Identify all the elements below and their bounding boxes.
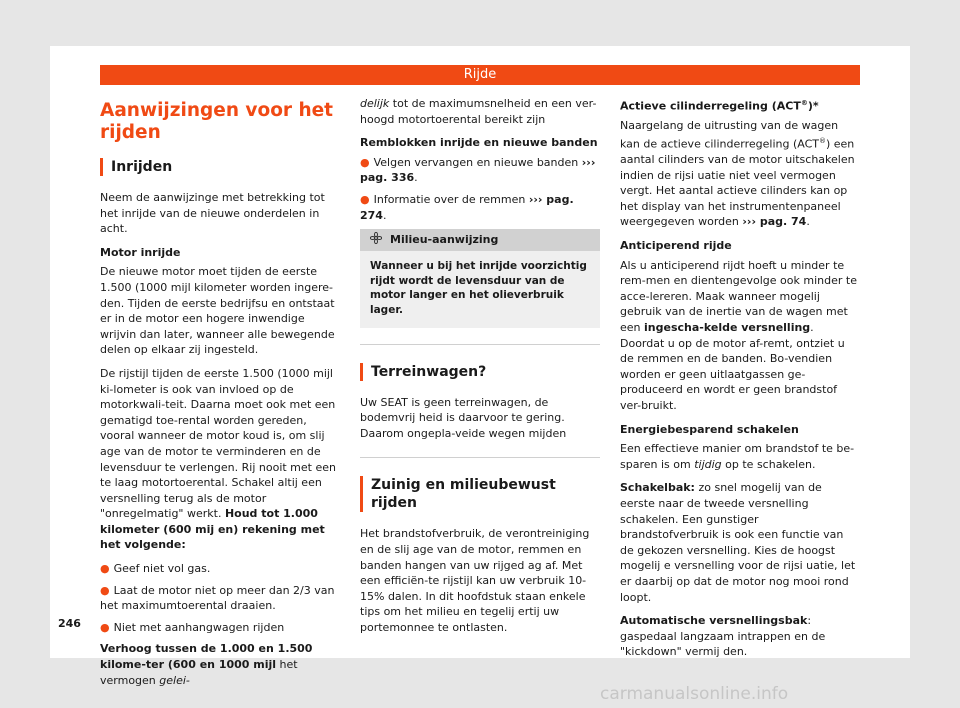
column-3 bbox=[620, 96, 860, 668]
eco-paragraph: Het brandstofverbruik, de verontreiniging en de slij age van de motor, remmen en banden hangen van uw rijged ag af. Met een efficiën-te rijstijl kan uw verbruik 10-15% dalen. In dit hoofdstuk staan enkele tips om het milieu en tegelij ertij uw portemonnee te ontlasten. bbox=[360, 527, 590, 634]
bullet-icon: ● bbox=[360, 155, 370, 169]
note-body: Wanneer u bij het inrijde voorzichtig rijdt wordt de levensduur van de motor langer en het olieverbruik lager. bbox=[370, 260, 587, 316]
brake-subtitle: Remblokken inrijde en nieuwe banden bbox=[360, 136, 598, 150]
act-subtitle: Actieve cilinderregeling (ACT®)* bbox=[620, 99, 819, 113]
energy-subtitle: Energiebesparend schakelen bbox=[620, 422, 799, 436]
flower-icon bbox=[370, 232, 382, 248]
automatic-gearbox-paragraph: Automatische versnellingsbak: gaspedaal langzaam intrappen en de "kickdown" vermij den. bbox=[620, 614, 826, 659]
terrain-paragraph: Uw SEAT is geen terreinwagen, de bodemvrij heid is daarvoor te gering. Daarom ongepla-veide wegen mijden bbox=[360, 395, 567, 440]
page-number: 246 bbox=[58, 617, 81, 630]
act-paragraph: Naargelang de uitrusting van de wagen kan de actieve cilinderregeling (ACT®) een aantal cilinders van de motor uitschakelen indien de rijsi uatie niet veel vermogen vergt. Het aantal actieve cilinders kan op het display van het instrumentenpaneel weergegeven worden ››› pag. 74. bbox=[620, 119, 855, 229]
section-title-inrijden: Inrijden bbox=[100, 158, 342, 176]
main-title: Aanwijzingen voor het rijden bbox=[100, 100, 334, 143]
energy-paragraph: Een effectieve manier om brandstof te be-sparen is om tijdig op te schakelen. bbox=[620, 442, 855, 471]
page-reference-link[interactable]: ››› pag. 274 bbox=[360, 192, 574, 222]
page-reference-link[interactable]: ››› pag. 336 bbox=[360, 155, 596, 185]
list-item: ● Geef niet vol gas. bbox=[100, 562, 211, 576]
motor-subtitle: Motor inrijde bbox=[100, 245, 181, 259]
motor-paragraph-1: De nieuwe motor moet tijden de eerste 1.500 (1000 mijl kilometer worden ingere-den. Tijden de eerste bedrijfsu en ontstaat er in de motor een hogere inwendige wrijvin dan later, wanneer alle bewegende delen op elkaar zij ingesteld. bbox=[100, 265, 335, 357]
list-item: ● Velgen vervangen en nieuwe banden ››› pag. 336. bbox=[360, 155, 596, 185]
manual-gearbox-paragraph: Schakelbak: zo snel mogelij van de eerste naar de tweede versnelling schakelen. Een gunstiger brandstofverbruik is ook een functie van de gekozen versnelling. Kies de hoogst mogelij e versnelling voor de rijsi uatie, let er daarbij op dat de motor nog mooi rond loopt. bbox=[620, 481, 856, 604]
bullet-icon: ● bbox=[360, 192, 370, 206]
anticipate-subtitle: Anticiperend rijde bbox=[620, 239, 732, 253]
intro-paragraph: Neem de aanwijzinge met betrekking tot het inrijde van de nieuwe onderdelen in acht. bbox=[100, 191, 325, 236]
chapter-header: Rijde bbox=[100, 65, 860, 85]
page-reference-link[interactable]: ››› pag. 74 bbox=[742, 215, 807, 229]
anticipate-paragraph: Als u anticiperend rijdt hoeft u minder te rem-men en dientengevolge ook minder te acce-lereren. Maak wanneer mogelij gebruik van de inertie van de wagen met een ingescha-kelde versnelling. Doordat u op de motor af-remt, ontziet u de remmen en de banden. Bo-vendien worden er geen uitlaatgassen ge-produceerd en wordt er geen brandstof ver-bruikt. bbox=[620, 258, 857, 412]
motor-paragraph-2: De rijstijl tijden de eerste 1.500 (1000 mijl ki-lometer is ook van invloed op de motorkwali-teit. Daarna moet ook met een gematigd toe-rental worden gereden, vooral wanneer de motor koud is, om slij age van de motor te verminderen en de levensduur te verlengen. Rij nooit met een te laag motortoerental. Schakel altij een versnelling terug als de motor "onregelmatig" werkt. Houd tot 1.000 kilometer (600 mij en) rekening met het volgende: bbox=[100, 366, 336, 552]
bullet-icon: ● bbox=[100, 620, 110, 634]
section-title-zuinig: Zuinig en milieubewust rijden bbox=[360, 476, 600, 512]
watermark: carmanualsonline.info bbox=[600, 684, 789, 704]
note-header bbox=[360, 229, 600, 251]
note-title: Milieu-aanwijzing bbox=[390, 233, 499, 247]
list-item: ● Laat de motor niet op meer dan 2/3 van het maximumtoerental draaien. bbox=[100, 583, 335, 613]
column-1 bbox=[100, 96, 342, 696]
bullet-icon: ● bbox=[100, 583, 110, 597]
divider bbox=[360, 457, 600, 458]
divider bbox=[360, 344, 600, 345]
section-title-terreinwagen: Terreinwagen? bbox=[360, 363, 600, 381]
list-item: ● Niet met aanhangwagen rijden bbox=[100, 620, 285, 634]
environment-note bbox=[360, 229, 600, 327]
column-2 bbox=[360, 96, 600, 643]
last-paragraph: Verhoog tussen de 1.000 en 1.500 kilome-ter (600 en 1000 mijl het vermogen gelei- bbox=[100, 642, 313, 687]
continued-paragraph: delijk tot de maximumsnelheid en een ver-hoogd motortoerental bereikt zijn bbox=[360, 97, 597, 126]
bullet-icon: ● bbox=[100, 562, 110, 576]
list-item: ● Informatie over de remmen ››› pag. 274. bbox=[360, 192, 574, 222]
